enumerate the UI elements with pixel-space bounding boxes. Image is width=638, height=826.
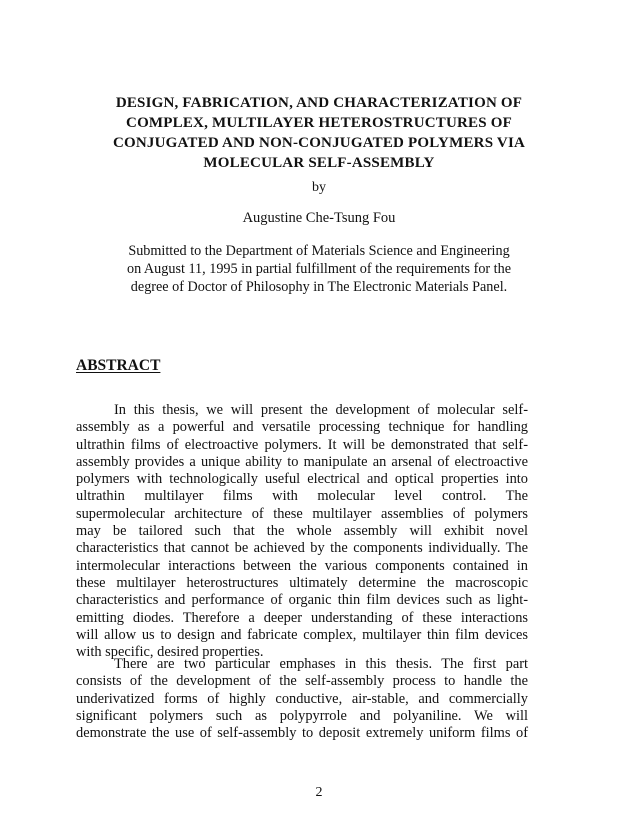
paragraph-line: significant polymers such as polypyrrole and polyaniline. We will: [76, 707, 528, 724]
abstract-paragraph-2: [76, 656, 528, 742]
paragraph-line: underivatized forms of highly conductive, air-stable, and commercially: [76, 690, 528, 707]
paragraph-line: emitting diodes. Therefore a deeper understanding of these interactions: [76, 609, 528, 626]
paragraph-line: assembly as a powerful and versatile processing technique for handling: [76, 419, 528, 436]
title-line: CONJUGATED AND NON-CONJUGATED POLYMERS VIA: [112, 135, 526, 151]
paragraph-line: may be tailored such that the whole assembly will exhibit novel: [76, 523, 528, 540]
paragraph-line: assembly provides a unique ability to manipulate an arsenal of electroactive: [76, 453, 528, 470]
paragraph-line: these multilayer heterostructures ultimately determine the macroscopic: [76, 574, 528, 591]
page-number: 2: [315, 785, 323, 800]
abstract-heading: ABSTRACT: [76, 357, 161, 374]
submission-line: degree of Doctor of Philosophy in The Electronic Materials Panel.: [130, 279, 508, 295]
paragraph-line: consists of the development of the self-assembly process to handle the: [76, 673, 528, 690]
paragraph-line: ultrathin films of electroactive polymers. It will be demonstrated that self-: [76, 436, 528, 453]
paragraph-line: polymers with technologically useful electrical and optical properties into: [76, 471, 528, 488]
thesis-title: [60, 93, 578, 173]
paragraph-line: characteristics that cannot be achieved by the components individually. The: [76, 540, 528, 557]
paragraph-line: will allow us to design and fabricate complex, multilayer thin film devices: [76, 626, 528, 643]
paragraph-line: intermolecular interactions between the various components contained in: [76, 557, 528, 574]
submission-statement: [60, 242, 578, 296]
paragraph-line: supermolecular architecture of these multilayer assemblies of polymers: [76, 505, 528, 522]
paragraph-line: with specific, desired properties.: [76, 644, 264, 661]
paragraph-line: characteristics and performance of organic thin film devices such as light-: [76, 592, 528, 609]
submission-line: on August 11, 1995 in partial fulfillment of the requirements for the: [126, 261, 512, 277]
title-line: MOLECULAR SELF-ASSEMBLY: [203, 155, 435, 171]
by-line: by: [312, 180, 326, 195]
author-name: Augustine Che-Tsung Fou: [242, 210, 396, 226]
paragraph-line: demonstrate the use of self-assembly to deposit extremely uniform films of: [76, 725, 528, 742]
title-line: COMPLEX, MULTILAYER HETEROSTRUCTURES OF: [126, 115, 512, 131]
paragraph-line: There are two particular emphases in this thesis. The first part: [114, 656, 528, 672]
title-line: DESIGN, FABRICATION, AND CHARACTERIZATION OF: [115, 95, 523, 111]
paragraph-line: ultrathin multilayer films with molecular level control. The: [76, 488, 528, 505]
submission-line: Submitted to the Department of Materials Science and Engineering: [128, 243, 510, 259]
paragraph-line: In this thesis, we will present the development of molecular self-: [114, 402, 528, 418]
abstract-paragraph-1: [76, 402, 528, 661]
